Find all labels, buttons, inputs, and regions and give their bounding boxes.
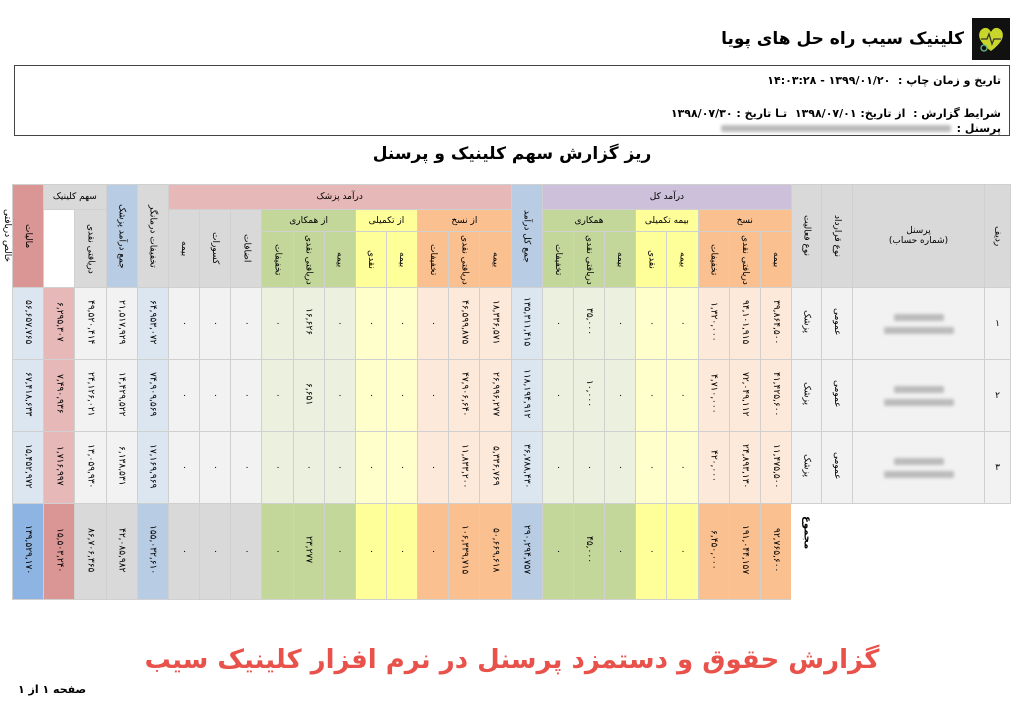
total-value-cell <box>231 504 262 600</box>
value-cell <box>698 432 729 504</box>
activity-type-text: پزشک <box>801 382 812 406</box>
value-cell <box>667 360 698 432</box>
value-cell-text: ۶۷,۴۱۸,۶۳۳ <box>23 371 34 417</box>
value-cell-text: ۰ <box>241 320 252 326</box>
value-cell <box>418 432 449 504</box>
value-cell <box>418 360 449 432</box>
value-cell-text: ۴۹,۵۲۰,۴۱۴ <box>85 299 96 345</box>
value-cell-text: ۰ <box>677 320 688 326</box>
value-cell <box>13 432 44 504</box>
value-cell <box>324 288 355 360</box>
value-cell-text: ۲۴,۱۲۶,۰۲۱ <box>85 371 96 417</box>
total-value-cell <box>573 504 604 600</box>
total-value-cell-text: ۰ <box>334 548 345 554</box>
total-value-cell-text: ۰ <box>677 548 688 554</box>
from-date-label: از تاریخ: <box>860 107 906 120</box>
col-supp-insurance: بیمه <box>667 232 698 288</box>
value-cell-text: ۰ <box>552 320 563 326</box>
value-cell-text: ۰ <box>615 464 626 470</box>
value-cell <box>418 288 449 360</box>
value-cell <box>386 360 417 432</box>
col-dr-supp-cash: نقدی <box>355 232 386 288</box>
value-cell-text: ۰ <box>210 392 221 398</box>
value-cell-text: ۱,۳۲۰,۰۰۰ <box>708 302 719 342</box>
total-value-cell <box>44 504 75 600</box>
total-value-cell <box>667 504 698 600</box>
group-clinic-share: سهم کلینیک <box>44 185 106 210</box>
activity-type <box>792 288 822 360</box>
value-cell <box>355 360 386 432</box>
group-from-cooperation: از همکاری <box>262 210 355 232</box>
value-cell-text: ۴۱,۴۲۵,۶۰۰ <box>770 371 781 417</box>
row-number: ۳ <box>985 432 1011 504</box>
contract-type-text: عمومی <box>832 380 842 408</box>
table-row <box>13 288 1011 360</box>
value-cell-text: ۰ <box>397 464 408 470</box>
total-value-cell <box>168 504 199 600</box>
value-cell-text: ۰ <box>272 320 283 326</box>
total-value-cell-text: ۰ <box>428 548 439 554</box>
value-cell <box>698 288 729 360</box>
total-value-cell <box>355 504 386 600</box>
col-coop-cash: دریافتی نقدی <box>573 232 604 288</box>
group-doctor-income: درآمد پزشک <box>168 185 511 210</box>
account-number-redacted <box>884 471 954 478</box>
total-value-cell-text: ۱۳۹,۵۲۹,۱۷۰ <box>23 525 34 575</box>
group-supplementary: بیمه تکمیلی <box>636 210 698 232</box>
value-cell <box>480 432 511 504</box>
personnel-name-redacted <box>894 458 944 465</box>
value-cell <box>200 288 231 360</box>
value-cell-text: ۲۶,۹۹۶,۲۷۷ <box>490 371 501 417</box>
value-cell <box>355 288 386 360</box>
value-cell <box>480 288 511 360</box>
value-cell-text: ۱۷,۱۶۹,۹۶۹ <box>147 443 158 489</box>
value-cell <box>636 360 667 432</box>
from-date-value: ۱۳۹۸/۰۷/۰۱ <box>794 107 857 120</box>
col-dr-presc-cash: دریافتی نقدی <box>449 232 480 288</box>
value-cell <box>293 432 324 504</box>
value-cell <box>168 432 199 504</box>
group-cooperation: همکاری <box>542 210 635 232</box>
value-cell <box>168 288 199 360</box>
value-cell <box>636 432 667 504</box>
total-label-text: مجموع <box>801 516 813 550</box>
row-number: ۲ <box>985 360 1011 432</box>
value-cell <box>262 288 293 360</box>
value-cell-text: ۰ <box>552 464 563 470</box>
value-cell-text: ۰ <box>365 320 376 326</box>
value-cell <box>542 288 573 360</box>
print-date-value: ۱۳۹۹/۰۱/۲۰ - ۱۴:۰۳:۲۸ <box>767 74 891 87</box>
personnel-filter-label: پرسنل : <box>956 122 1001 135</box>
personnel-name-redacted <box>894 314 944 321</box>
value-cell <box>729 360 760 432</box>
value-cell-text: ۰ <box>677 392 688 398</box>
value-cell <box>75 288 106 360</box>
col-tax: مالیات <box>13 185 44 288</box>
value-cell <box>355 432 386 504</box>
value-cell-text: ۱۵,۴۵۲,۹۷۲ <box>23 443 34 489</box>
total-value-cell-text: ۰ <box>178 548 189 554</box>
account-number-redacted <box>884 399 954 406</box>
value-cell <box>760 360 791 432</box>
total-value-cell-text: ۱۵۵,۰۳۲,۶۱۰ <box>147 525 158 575</box>
value-cell <box>511 432 542 504</box>
value-cell <box>137 360 168 432</box>
value-cell <box>760 288 791 360</box>
table-row <box>13 432 1011 504</box>
value-cell-text: ۹۴,۱۰۱,۹۱۵ <box>739 299 750 345</box>
total-value-cell-text: ۲۳,۲۷۷ <box>303 536 314 564</box>
value-cell-text: ۶,۲۹۵,۳۰۷ <box>54 302 65 342</box>
value-cell-text: ۰ <box>210 320 221 326</box>
value-cell-text: ۱۶,۶۲۶ <box>303 308 314 336</box>
value-cell-text: ۰ <box>178 320 189 326</box>
total-value-cell-text: ۰ <box>241 548 252 554</box>
total-value-cell-text: ۸۶,۷۰۶,۳۶۵ <box>85 527 96 573</box>
total-row <box>13 504 1011 600</box>
total-value-cell-text: ۱۹۱,۰۴۴,۱۵۷ <box>739 525 750 575</box>
value-cell <box>636 288 667 360</box>
total-value-cell <box>293 504 324 600</box>
value-cell-text: ۳۹,۸۶۴,۵۰۰ <box>770 299 781 345</box>
total-label <box>792 504 822 600</box>
contract-type <box>822 432 853 504</box>
total-value-cell-text: ۵۰,۶۶۹,۶۱۸ <box>490 527 501 573</box>
value-cell-text: ۰ <box>178 464 189 470</box>
value-cell-text: ۰ <box>210 464 221 470</box>
value-cell-text: ۰ <box>241 392 252 398</box>
value-cell <box>293 288 324 360</box>
value-cell <box>573 360 604 432</box>
value-cell <box>573 432 604 504</box>
group-prescriptions: نسخ <box>698 210 791 232</box>
value-cell-text: ۰ <box>334 464 345 470</box>
total-value-cell-text: ۰ <box>552 548 563 554</box>
total-value-cell <box>698 504 729 600</box>
value-cell-text: ۰ <box>272 464 283 470</box>
value-cell <box>667 432 698 504</box>
contract-type-text: عمومی <box>832 308 842 336</box>
report-title: ریز گزارش سهم کلینیک و پرسنل <box>372 144 652 164</box>
col-dr-coop-discounts: تخفیفات <box>262 232 293 288</box>
value-cell-text: ۱۴,۴۲۹,۵۲۲ <box>116 371 127 417</box>
total-value-cell-text: ۴۲,۰۸۵,۹۸۲ <box>116 527 127 573</box>
col-presc-insurance: بیمه <box>760 232 791 288</box>
value-cell <box>13 360 44 432</box>
total-value-cell <box>386 504 417 600</box>
conditions-label: شرایط گزارش : <box>913 107 1001 120</box>
clinic-header <box>721 18 1010 60</box>
value-cell <box>573 288 604 360</box>
contract-type <box>822 360 853 432</box>
value-cell <box>293 360 324 432</box>
value-cell <box>449 360 480 432</box>
value-cell <box>231 432 262 504</box>
col-coop-discounts: تخفیفات <box>542 232 573 288</box>
total-value-cell <box>324 504 355 600</box>
col-clinic-insurance: بیمه <box>168 210 199 288</box>
value-cell-text: ۱۸,۳۳۶,۵۷۱ <box>490 299 501 345</box>
value-cell <box>231 360 262 432</box>
value-cell <box>106 360 137 432</box>
value-cell-text: ۰ <box>428 320 439 326</box>
value-cell-text: ۳۵,۰۰۰ <box>583 308 594 336</box>
col-supp-cash: نقدی <box>636 232 667 288</box>
value-cell-text: ۰ <box>646 320 657 326</box>
value-cell <box>698 360 729 432</box>
value-cell-text: ۰ <box>334 392 345 398</box>
col-clinic-cash: دریافتی نقدی <box>75 210 106 288</box>
value-cell-text: ۰ <box>428 464 439 470</box>
personnel-cell <box>853 360 985 432</box>
value-cell-text: ۱۰,۰۰۰ <box>583 380 594 408</box>
total-value-cell <box>13 504 44 600</box>
value-cell-text: ۰ <box>178 392 189 398</box>
value-cell-text: ۱۳,۰۵۹,۹۳۰ <box>85 443 96 489</box>
value-cell-text: ۰ <box>272 392 283 398</box>
value-cell-text: ۰ <box>646 464 657 470</box>
personnel-cell <box>853 432 985 504</box>
col-deductions: کسورات <box>200 210 231 288</box>
total-value-cell <box>542 504 573 600</box>
value-cell <box>542 432 573 504</box>
clinic-logo-icon <box>972 18 1010 60</box>
value-cell <box>729 288 760 360</box>
total-value-cell-text: ۰ <box>397 548 408 554</box>
value-cell-text: ۰ <box>334 320 345 326</box>
net-received-header-text: خالص دریافتی <box>2 209 13 263</box>
total-value-cell <box>605 504 636 600</box>
col-presc-cash: دریافتی نقدی <box>729 232 760 288</box>
total-value-cell <box>511 504 542 600</box>
contract-type <box>822 288 853 360</box>
total-value-cell <box>729 504 760 600</box>
total-value-cell <box>480 504 511 600</box>
value-cell-text: ۷۲,۰۴۹,۱۱۲ <box>739 371 750 417</box>
total-value-cell-text: ۴۵,۰۰۰ <box>583 536 594 564</box>
col-presc-discounts: تخفیفات <box>698 232 729 288</box>
personnel-name-redacted <box>894 386 944 393</box>
value-cell <box>200 432 231 504</box>
value-cell-text: ۲۴,۸۹۳,۱۳۰ <box>739 443 750 489</box>
total-value-cell <box>418 504 449 600</box>
value-cell-text: ۲۱,۵۱۷,۹۲۹ <box>116 299 127 345</box>
col-sum-doctor-income: جمع درآمد پزشک <box>106 185 137 288</box>
value-cell-text: ۶۴,۹۵۳,۰۷۲ <box>147 299 158 345</box>
total-value-cell <box>636 504 667 600</box>
personnel-filter-redacted <box>721 125 951 132</box>
value-cell <box>106 432 137 504</box>
value-cell <box>106 288 137 360</box>
value-cell <box>511 360 542 432</box>
value-cell-text: ۱۱,۴۷۵,۵۰۰ <box>770 443 781 489</box>
col-dr-coop-insurance: بیمه <box>324 232 355 288</box>
value-cell <box>605 360 636 432</box>
value-cell <box>324 360 355 432</box>
value-cell <box>168 360 199 432</box>
value-cell-text: ۰ <box>428 392 439 398</box>
footer-banner: گزارش حقوق و دستمزد پرسنل در نرم افزار کلینیک سیب <box>144 645 880 675</box>
contract-type-text: عمومی <box>832 452 842 480</box>
value-cell <box>480 360 511 432</box>
total-value-cell <box>760 504 791 600</box>
activity-type-text: پزشک <box>801 310 812 334</box>
col-sum-income: جمع کل درآمد <box>511 185 542 288</box>
group-from-prescriptions: از نسخ <box>418 210 511 232</box>
total-value-cell <box>106 504 137 600</box>
table-row <box>13 360 1011 432</box>
total-value-cell-text: ۲۹۰,۲۹۴,۷۵۷ <box>521 525 532 575</box>
value-cell <box>262 360 293 432</box>
activity-type <box>792 360 822 432</box>
group-from-supplementary: از تکمیلی <box>355 210 417 232</box>
value-cell <box>542 360 573 432</box>
row-number: ۱ <box>985 288 1011 360</box>
value-cell-text: ۱۱,۸۳۳,۲۰۰ <box>459 443 470 489</box>
col-dr-coop-cash: دریافتی نقدی <box>293 232 324 288</box>
value-cell-text: ۵۶,۶۵۷,۷۶۵ <box>23 299 34 345</box>
value-cell-text: ۳۶,۷۸۸,۴۳۰ <box>521 443 532 489</box>
clinic-name: کلینیک سیب راه حل های پویا <box>721 29 964 49</box>
value-cell <box>75 432 106 504</box>
value-cell-text: ۰ <box>241 464 252 470</box>
col-therapist-discounts: تخفیفات درمانگر <box>137 185 168 288</box>
value-cell-text: ۰ <box>365 464 376 470</box>
value-cell-text: ۰ <box>552 392 563 398</box>
total-value-cell <box>200 504 231 600</box>
account-number-redacted <box>884 327 954 334</box>
value-cell-text: ۷,۴۹۰,۹۳۶ <box>54 374 65 414</box>
value-cell-text: ۰ <box>615 320 626 326</box>
value-cell <box>386 288 417 360</box>
col-dr-presc-discounts: تخفیفات <box>418 232 449 288</box>
value-cell-text: ۴۷,۹۰۶,۶۴۰ <box>459 371 470 417</box>
value-cell <box>44 360 75 432</box>
total-value-cell-text: ۰ <box>365 548 376 554</box>
total-value-cell <box>449 504 480 600</box>
value-cell-text: ۰ <box>397 392 408 398</box>
value-cell-text: ۶,۱۳۸,۵۳۱ <box>116 446 127 486</box>
to-date-label: تـا تاریخ : <box>736 107 788 120</box>
value-cell-text: ۰ <box>646 392 657 398</box>
total-value-cell-text: ۱۰۶,۳۳۹,۷۱۵ <box>459 525 470 575</box>
value-cell <box>44 288 75 360</box>
value-cell <box>75 360 106 432</box>
value-cell <box>200 360 231 432</box>
col-additions: اضافات <box>231 210 262 288</box>
total-value-cell-text: ۶,۴۵۰,۰۰۰ <box>708 530 719 570</box>
total-blank <box>985 504 1011 600</box>
value-cell-text: ۴۶,۵۹۹,۸۷۵ <box>459 299 470 345</box>
total-value-cell-text: ۰ <box>210 548 221 554</box>
value-cell <box>386 432 417 504</box>
total-value-cell-text: ۹۲,۷۶۵,۶۰۰ <box>770 527 781 573</box>
total-value-cell-text: ۱۵,۵۰۳,۲۴۰ <box>54 527 65 573</box>
total-value-cell <box>75 504 106 600</box>
total-value-cell-text: ۰ <box>272 548 283 554</box>
personnel-cell <box>853 288 985 360</box>
value-cell-text: ۴۲۰,۰۰۰ <box>708 450 719 482</box>
value-cell-text: ۰ <box>615 392 626 398</box>
value-cell <box>449 288 480 360</box>
value-cell <box>760 432 791 504</box>
col-activity-type: نوع فعالیت <box>792 185 822 288</box>
value-cell-text: ۶,۶۵۱ <box>303 382 314 406</box>
value-cell-text: ۷۴,۹۰۹,۵۶۹ <box>147 371 158 417</box>
total-value-cell <box>137 504 168 600</box>
value-cell <box>137 432 168 504</box>
total-value-cell-text: ۰ <box>615 548 626 554</box>
value-cell <box>13 288 44 360</box>
value-cell <box>231 288 262 360</box>
value-cell <box>44 432 75 504</box>
value-cell-text: ۰ <box>397 320 408 326</box>
to-date-value: ۱۳۹۸/۰۷/۳۰ <box>670 107 733 120</box>
report-table <box>2 184 1011 600</box>
value-cell-text: ۴,۷۱۰,۰۰۰ <box>708 374 719 414</box>
value-cell <box>511 288 542 360</box>
col-contract-type: نوع قرارداد <box>822 185 853 288</box>
col-coop-insurance: بیمه <box>605 232 636 288</box>
activity-type-text: پزشک <box>801 454 812 478</box>
value-cell-text: ۰ <box>583 464 594 470</box>
col-personnel: پرسنل (شماره حساب) <box>853 185 985 288</box>
value-cell <box>262 432 293 504</box>
value-cell-text: ۱۳۵,۳۱۱,۴۱۵ <box>521 297 532 347</box>
value-cell <box>667 288 698 360</box>
col-dr-supp-insurance: بیمه <box>386 232 417 288</box>
col-row-number: ردیف <box>985 185 1011 288</box>
print-date-label: تاریخ و زمان چاپ : <box>898 74 1001 87</box>
value-cell-text: ۱,۷۱۶,۹۹۷ <box>54 446 65 486</box>
value-cell <box>729 432 760 504</box>
value-cell-text: ۰ <box>303 464 314 470</box>
value-cell <box>605 432 636 504</box>
value-cell <box>137 288 168 360</box>
value-cell-text: ۱۱۸,۱۹۴,۹۱۲ <box>521 369 532 419</box>
total-blank <box>853 504 985 600</box>
value-cell-text: ۰ <box>677 464 688 470</box>
page-number: صفحه ۱ از ۱ <box>18 683 87 696</box>
value-cell <box>324 432 355 504</box>
total-blank <box>822 504 853 600</box>
value-cell <box>449 432 480 504</box>
value-cell-text: ۵,۳۳۶,۷۶۹ <box>490 446 501 486</box>
total-value-cell <box>262 504 293 600</box>
col-dr-presc-insurance: بیمه <box>480 232 511 288</box>
total-value-cell-text: ۰ <box>646 548 657 554</box>
value-cell <box>605 288 636 360</box>
value-cell-text: ۰ <box>365 392 376 398</box>
activity-type <box>792 432 822 504</box>
report-info-box <box>14 65 1010 136</box>
group-total-income: درآمد کل <box>542 185 791 210</box>
